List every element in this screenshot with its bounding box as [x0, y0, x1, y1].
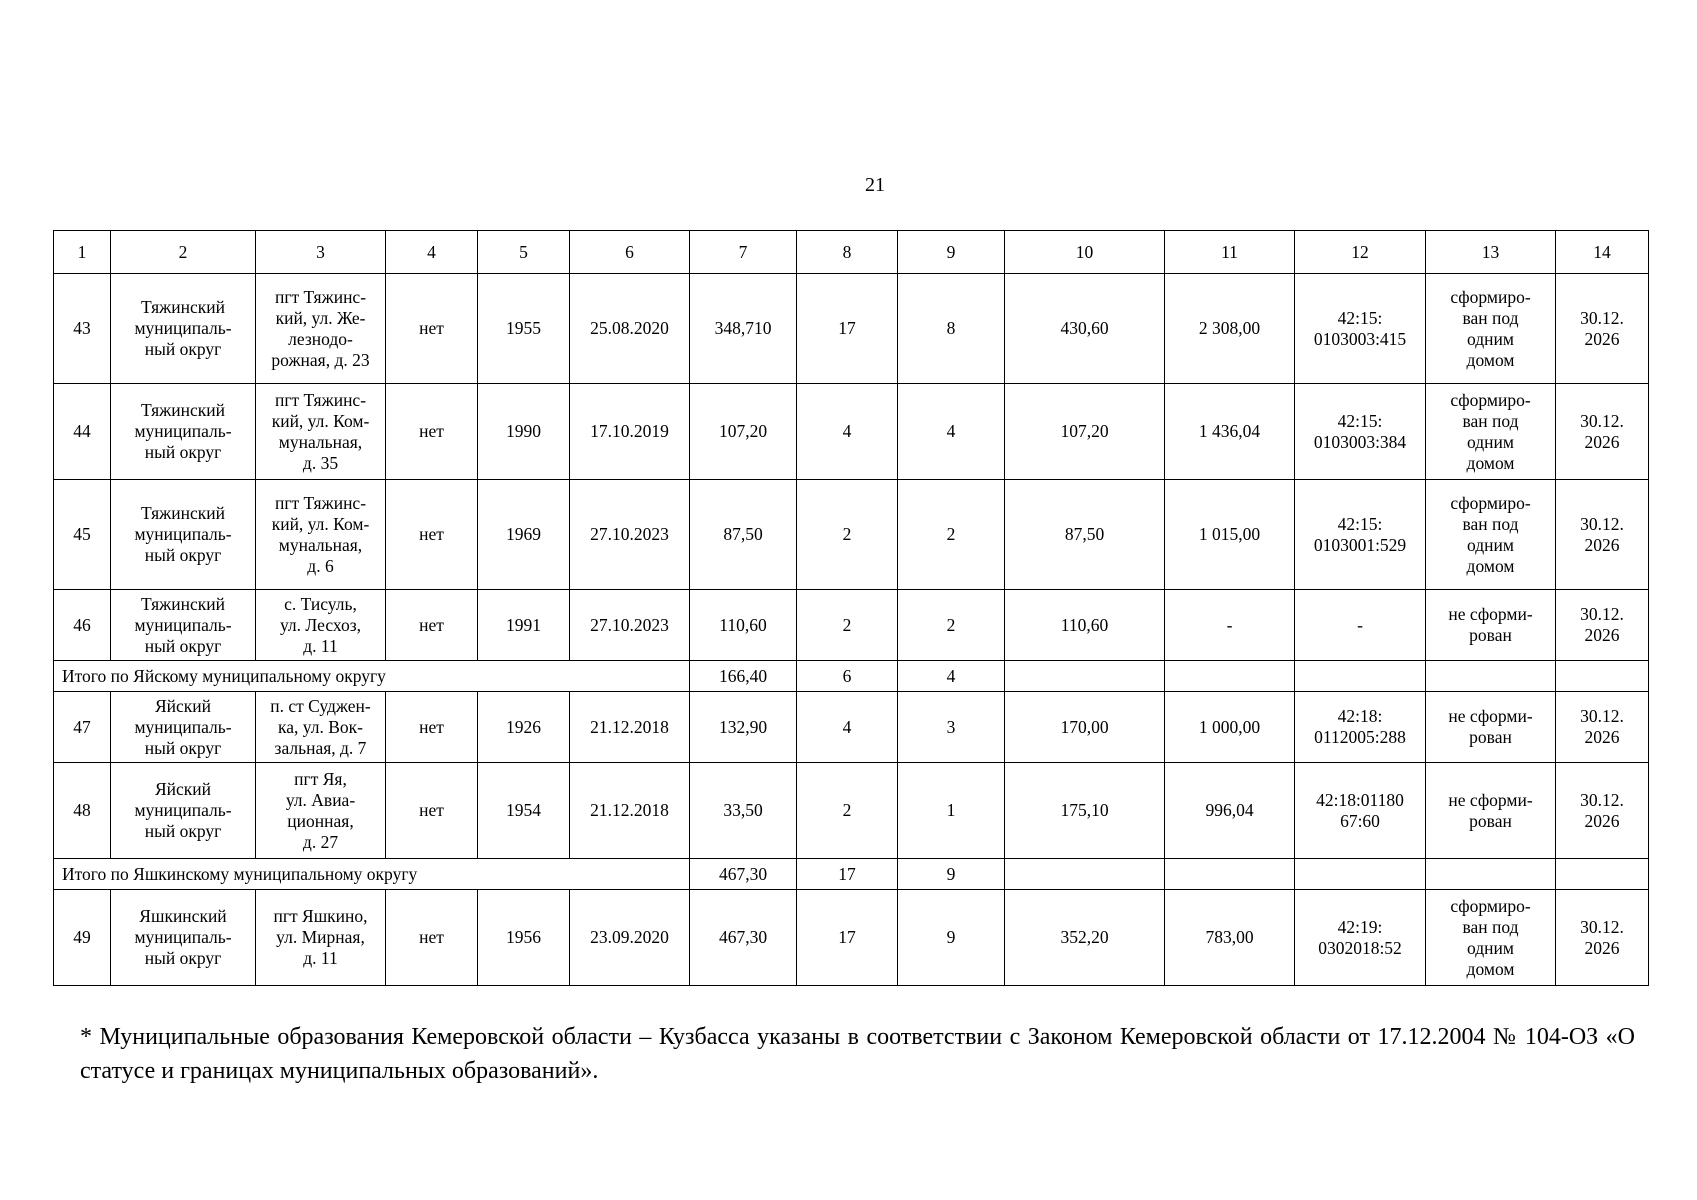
table-cell: Яйский муниципаль- ный округ [111, 692, 256, 763]
table-cell: нет [386, 890, 478, 986]
table-cell: 17.10.2019 [570, 384, 690, 480]
table-cell: пгт Тяжинс- кий, ул. Ком- мунальная, д. 35 [256, 384, 386, 480]
table-cell: сформиро- ван под одним домом [1426, 890, 1556, 986]
table-cell [1165, 661, 1295, 692]
table-cell: пгт Яшкино, ул. Мирная, д. 11 [256, 890, 386, 986]
table-cell: 1956 [478, 890, 570, 986]
table-cell: 42:18: 0112005:288 [1295, 692, 1426, 763]
page-number: 21 [865, 174, 885, 196]
table-cell: 42:18:01180 67:60 [1295, 763, 1426, 859]
table-cell: 3 [898, 692, 1005, 763]
table-cell [1295, 661, 1426, 692]
table-cell: нет [386, 480, 478, 590]
column-number-8: 8 [797, 231, 898, 274]
table-cell [1426, 859, 1556, 890]
table-cell: сформиро- ван под одним домом [1426, 274, 1556, 384]
table-cell: пгт Яя, ул. Авиа- ционная, д. 27 [256, 763, 386, 859]
table-cell: 1954 [478, 763, 570, 859]
table-cell: нет [386, 384, 478, 480]
table-cell: с. Тисуль, ул. Лесхоз, д. 11 [256, 590, 386, 661]
table-cell: 107,20 [690, 384, 797, 480]
table-cell: 49 [54, 890, 111, 986]
table-cell: 17 [797, 274, 898, 384]
table-row [54, 692, 1649, 763]
column-number-3: 3 [256, 231, 386, 274]
table-cell: 4 [898, 384, 1005, 480]
table-cell: 783,00 [1165, 890, 1295, 986]
table-cell: 132,90 [690, 692, 797, 763]
table-cell: 48 [54, 763, 111, 859]
column-number-13: 13 [1426, 231, 1556, 274]
table-cell: Яшкинский муниципаль- ный округ [111, 890, 256, 986]
table-header-row [54, 231, 1649, 274]
subtotal-label: Итого по Яйскому муниципальному округу [54, 661, 690, 692]
column-number-10: 10 [1005, 231, 1165, 274]
table-cell: 1926 [478, 692, 570, 763]
table-cell: 30.12. 2026 [1556, 274, 1649, 384]
table-cell: не сформи- рован [1426, 590, 1556, 661]
table-cell: 30.12. 2026 [1556, 692, 1649, 763]
table-cell: 4 [898, 661, 1005, 692]
table-cell: 166,40 [690, 661, 797, 692]
table-cell: нет [386, 274, 478, 384]
table-cell: 467,30 [690, 890, 797, 986]
table-cell: 30.12. 2026 [1556, 480, 1649, 590]
table-cell: сформиро- ван под одним домом [1426, 384, 1556, 480]
table-cell: 17 [797, 890, 898, 986]
table-cell [1165, 859, 1295, 890]
table-cell: нет [386, 692, 478, 763]
table-cell: Тяжинский муниципаль- ный округ [111, 274, 256, 384]
table-cell: 1 436,04 [1165, 384, 1295, 480]
table-cell: Яйский муниципаль- ный округ [111, 763, 256, 859]
table-cell: 42:15: 0103001:529 [1295, 480, 1426, 590]
table-cell: 42:15: 0103003:415 [1295, 274, 1426, 384]
table-cell: не сформи- рован [1426, 763, 1556, 859]
table-cell [1005, 661, 1165, 692]
table-cell: 467,30 [690, 859, 797, 890]
table-cell: - [1165, 590, 1295, 661]
table-cell [1556, 859, 1649, 890]
subtotal-label: Итого по Яшкинскому муниципальному округу [54, 859, 690, 890]
table-cell: пгт Тяжинс- кий, ул. Же- лезнодо- рожная, д. 23 [256, 274, 386, 384]
table-cell: 27.10.2023 [570, 480, 690, 590]
table-cell: 2 [797, 480, 898, 590]
table-cell: 996,04 [1165, 763, 1295, 859]
table-cell: 43 [54, 274, 111, 384]
table-row [54, 274, 1649, 384]
housing-register-table [53, 230, 1649, 986]
column-number-4: 4 [386, 231, 478, 274]
table-cell: 2 [898, 590, 1005, 661]
table-cell [1005, 859, 1165, 890]
table-cell: 175,10 [1005, 763, 1165, 859]
table-cell: не сформи- рован [1426, 692, 1556, 763]
column-number-1: 1 [54, 231, 111, 274]
table-cell: нет [386, 590, 478, 661]
column-number-14: 14 [1556, 231, 1649, 274]
table-cell: Тяжинский муниципаль- ный округ [111, 480, 256, 590]
table-cell: 170,00 [1005, 692, 1165, 763]
table-cell: 2 [797, 763, 898, 859]
table-row [54, 890, 1649, 986]
table-cell: 110,60 [1005, 590, 1165, 661]
subtotal-row [54, 859, 1649, 890]
table-cell: 9 [898, 890, 1005, 986]
table-cell: 42:15: 0103003:384 [1295, 384, 1426, 480]
table-cell: 21.12.2018 [570, 692, 690, 763]
table-row [54, 480, 1649, 590]
table-cell: 2 [898, 480, 1005, 590]
table-cell: 1990 [478, 384, 570, 480]
table-cell: 2 308,00 [1165, 274, 1295, 384]
column-number-5: 5 [478, 231, 570, 274]
table-cell: 30.12. 2026 [1556, 890, 1649, 986]
table-cell: 30.12. 2026 [1556, 590, 1649, 661]
table-cell: п. ст Суджен- ка, ул. Вок- зальная, д. 7 [256, 692, 386, 763]
table-cell: 4 [797, 692, 898, 763]
table-cell: 30.12. 2026 [1556, 763, 1649, 859]
table-cell: 27.10.2023 [570, 590, 690, 661]
table-cell: 45 [54, 480, 111, 590]
table-cell: 30.12. 2026 [1556, 384, 1649, 480]
table-cell: 87,50 [690, 480, 797, 590]
footnote: * Муниципальные образования Кемеровской области – Кузбасса указаны в соответствии с Законом Кемеровской области от 17.12.2004 № 104-ОЗ «О статусе и границах муниципальных образований». [80, 1024, 1635, 1084]
table-cell: нет [386, 763, 478, 859]
table-cell: 1 [898, 763, 1005, 859]
column-number-6: 6 [570, 231, 690, 274]
column-number-2: 2 [111, 231, 256, 274]
table-cell: 8 [898, 274, 1005, 384]
table-cell: 348,710 [690, 274, 797, 384]
table-row [54, 384, 1649, 480]
column-number-7: 7 [690, 231, 797, 274]
table-row [54, 763, 1649, 859]
table-cell: пгт Тяжинс- кий, ул. Ком- мунальная, д. 6 [256, 480, 386, 590]
table-cell [1426, 661, 1556, 692]
table-cell: 4 [797, 384, 898, 480]
column-number-9: 9 [898, 231, 1005, 274]
table-cell [1295, 859, 1426, 890]
table-cell: 87,50 [1005, 480, 1165, 590]
table-cell: 1969 [478, 480, 570, 590]
table-cell: 23.09.2020 [570, 890, 690, 986]
table-cell: 352,20 [1005, 890, 1165, 986]
column-number-12: 12 [1295, 231, 1426, 274]
table-cell: 33,50 [690, 763, 797, 859]
column-number-11: 11 [1165, 231, 1295, 274]
table-cell: 9 [898, 859, 1005, 890]
table-cell: сформиро- ван под одним домом [1426, 480, 1556, 590]
table-cell: 430,60 [1005, 274, 1165, 384]
table-cell: 1 000,00 [1165, 692, 1295, 763]
table-cell: 1 015,00 [1165, 480, 1295, 590]
table-cell: 46 [54, 590, 111, 661]
table-cell: 110,60 [690, 590, 797, 661]
table-cell: Тяжинский муниципаль- ный округ [111, 590, 256, 661]
subtotal-row [54, 661, 1649, 692]
table-row [54, 590, 1649, 661]
table-cell: 1991 [478, 590, 570, 661]
table-cell: 1955 [478, 274, 570, 384]
table-cell: - [1295, 590, 1426, 661]
table-cell: 42:19: 0302018:52 [1295, 890, 1426, 986]
table-cell: 107,20 [1005, 384, 1165, 480]
table-cell: 6 [797, 661, 898, 692]
table-cell: 2 [797, 590, 898, 661]
table-cell: 25.08.2020 [570, 274, 690, 384]
table-cell: 17 [797, 859, 898, 890]
table-cell: Тяжинский муниципаль- ный округ [111, 384, 256, 480]
table-cell: 47 [54, 692, 111, 763]
table-cell: 21.12.2018 [570, 763, 690, 859]
table-cell: 44 [54, 384, 111, 480]
table-cell [1556, 661, 1649, 692]
